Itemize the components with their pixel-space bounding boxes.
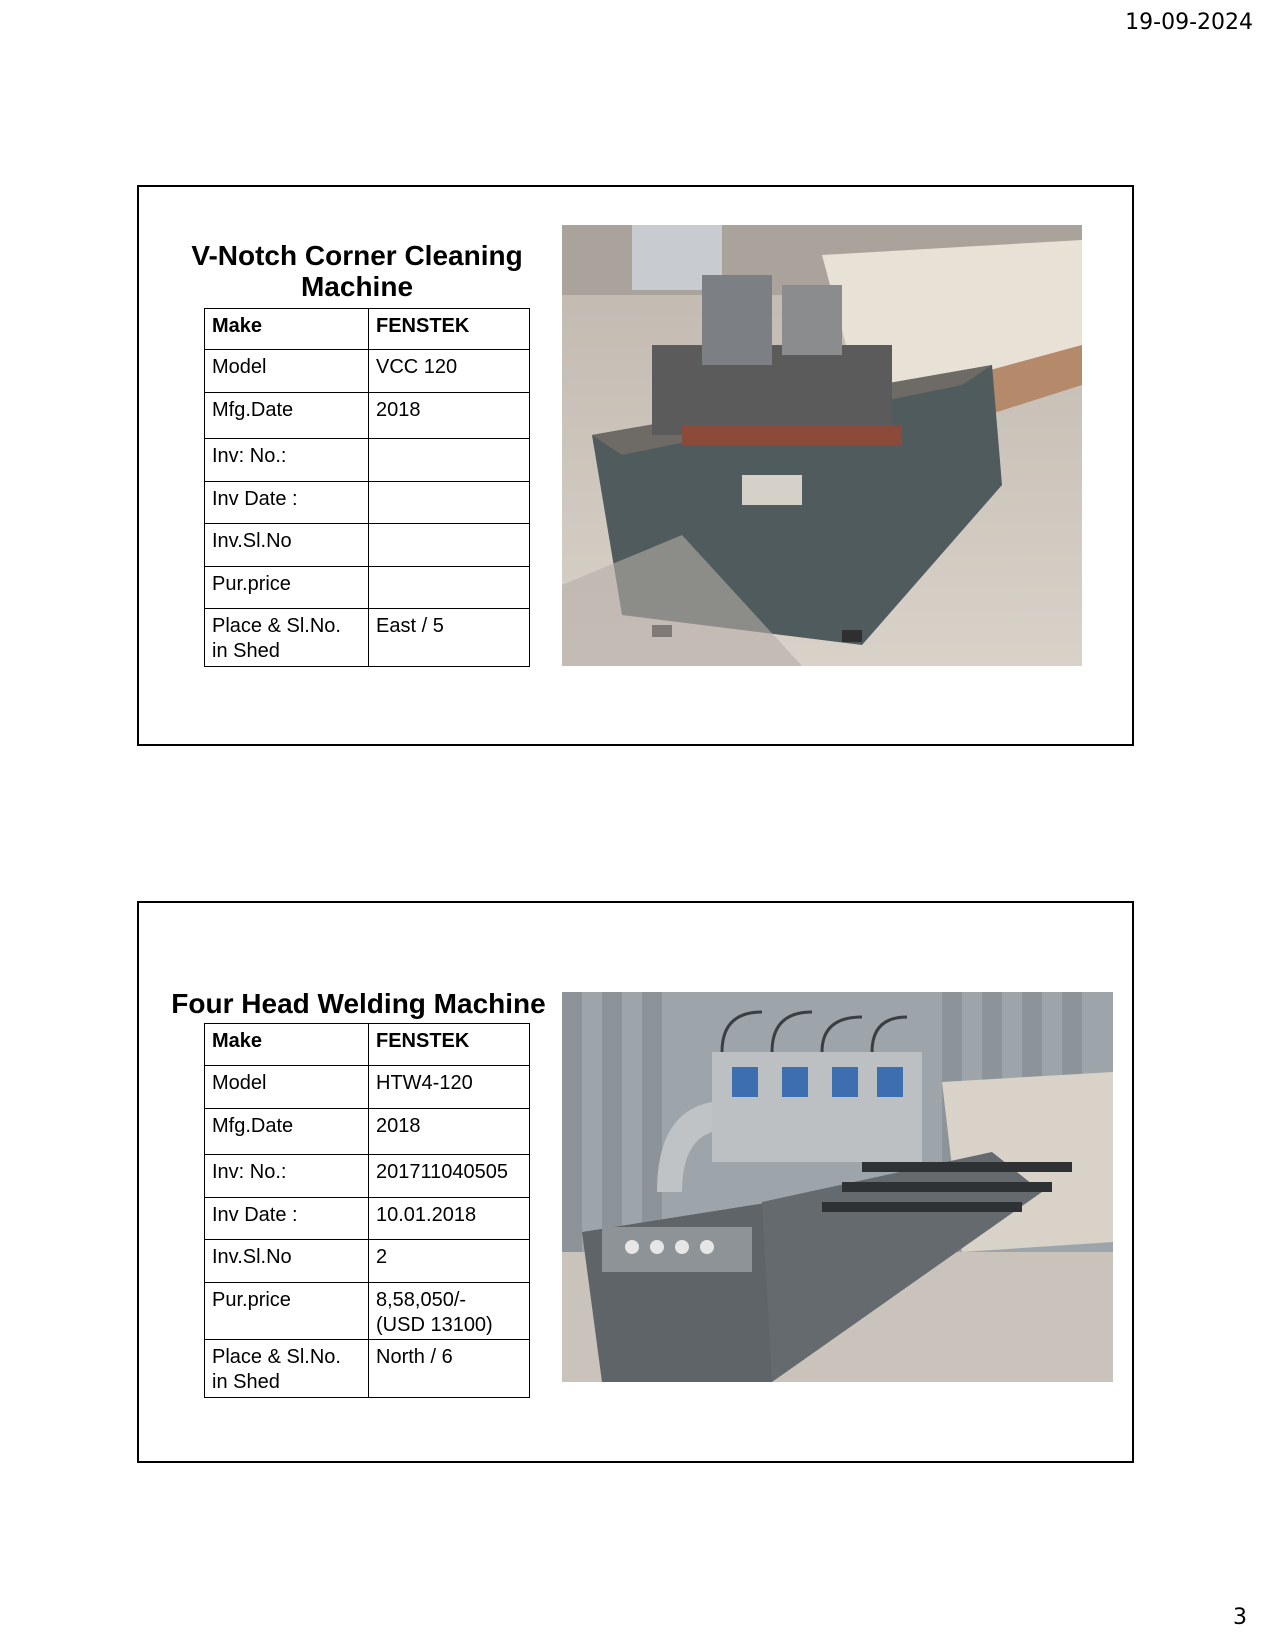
four-head-welding-machine-image bbox=[562, 992, 1113, 1382]
spec-value: HTW4-120 bbox=[369, 1066, 530, 1109]
spec-value bbox=[369, 567, 530, 609]
slide-title: V-Notch Corner Cleaning Machine bbox=[191, 240, 523, 302]
slide-title: Four Head Welding Machine bbox=[171, 988, 546, 1019]
spec-label: Inv Date : bbox=[205, 482, 369, 524]
slide-v-notch bbox=[137, 185, 1134, 746]
page-date: 19-09-2024 bbox=[1125, 10, 1253, 35]
spec-label: Model bbox=[205, 1066, 369, 1109]
spec-label: Inv.Sl.No bbox=[205, 524, 369, 567]
spec-value: VCC 120 bbox=[369, 350, 530, 393]
spec-value: 2018 bbox=[369, 1109, 530, 1155]
spec-label: Place & Sl.No. in Shed bbox=[205, 1340, 369, 1398]
slide-four-head-welding bbox=[137, 901, 1134, 1463]
spec-value bbox=[369, 524, 530, 567]
spec-value: 2 bbox=[369, 1240, 530, 1283]
spec-label: Inv.Sl.No bbox=[205, 1240, 369, 1283]
spec-value: 201711040505 bbox=[369, 1155, 530, 1198]
spec-value: East / 5 bbox=[369, 609, 530, 667]
spec-label: Mfg.Date bbox=[205, 1109, 369, 1155]
spec-label: Pur.price bbox=[205, 1283, 369, 1340]
spec-table bbox=[204, 308, 530, 667]
spec-label: Inv: No.: bbox=[205, 439, 369, 482]
spec-table bbox=[204, 1023, 530, 1398]
machine-photo bbox=[562, 225, 1082, 666]
spec-value: FENSTEK bbox=[369, 1024, 530, 1066]
spec-label: Pur.price bbox=[205, 567, 369, 609]
spec-label: Place & Sl.No. in Shed bbox=[205, 609, 369, 667]
spec-label: Make bbox=[205, 309, 369, 350]
spec-label: Model bbox=[205, 350, 369, 393]
spec-value: FENSTEK bbox=[369, 309, 530, 350]
spec-value: 2018 bbox=[369, 393, 530, 439]
spec-label: Make bbox=[205, 1024, 369, 1066]
spec-value bbox=[369, 439, 530, 482]
spec-value: 10.01.2018 bbox=[369, 1198, 530, 1240]
spec-label: Mfg.Date bbox=[205, 393, 369, 439]
spec-value bbox=[369, 482, 530, 524]
spec-label: Inv: No.: bbox=[205, 1155, 369, 1198]
corner-cleaning-machine-image bbox=[562, 225, 1082, 666]
machine-photo bbox=[562, 992, 1113, 1382]
spec-label: Inv Date : bbox=[205, 1198, 369, 1240]
spec-value: North / 6 bbox=[369, 1340, 530, 1398]
page-number: 3 bbox=[1233, 1605, 1247, 1630]
spec-value: 8,58,050/- (USD 13100) bbox=[369, 1283, 530, 1340]
